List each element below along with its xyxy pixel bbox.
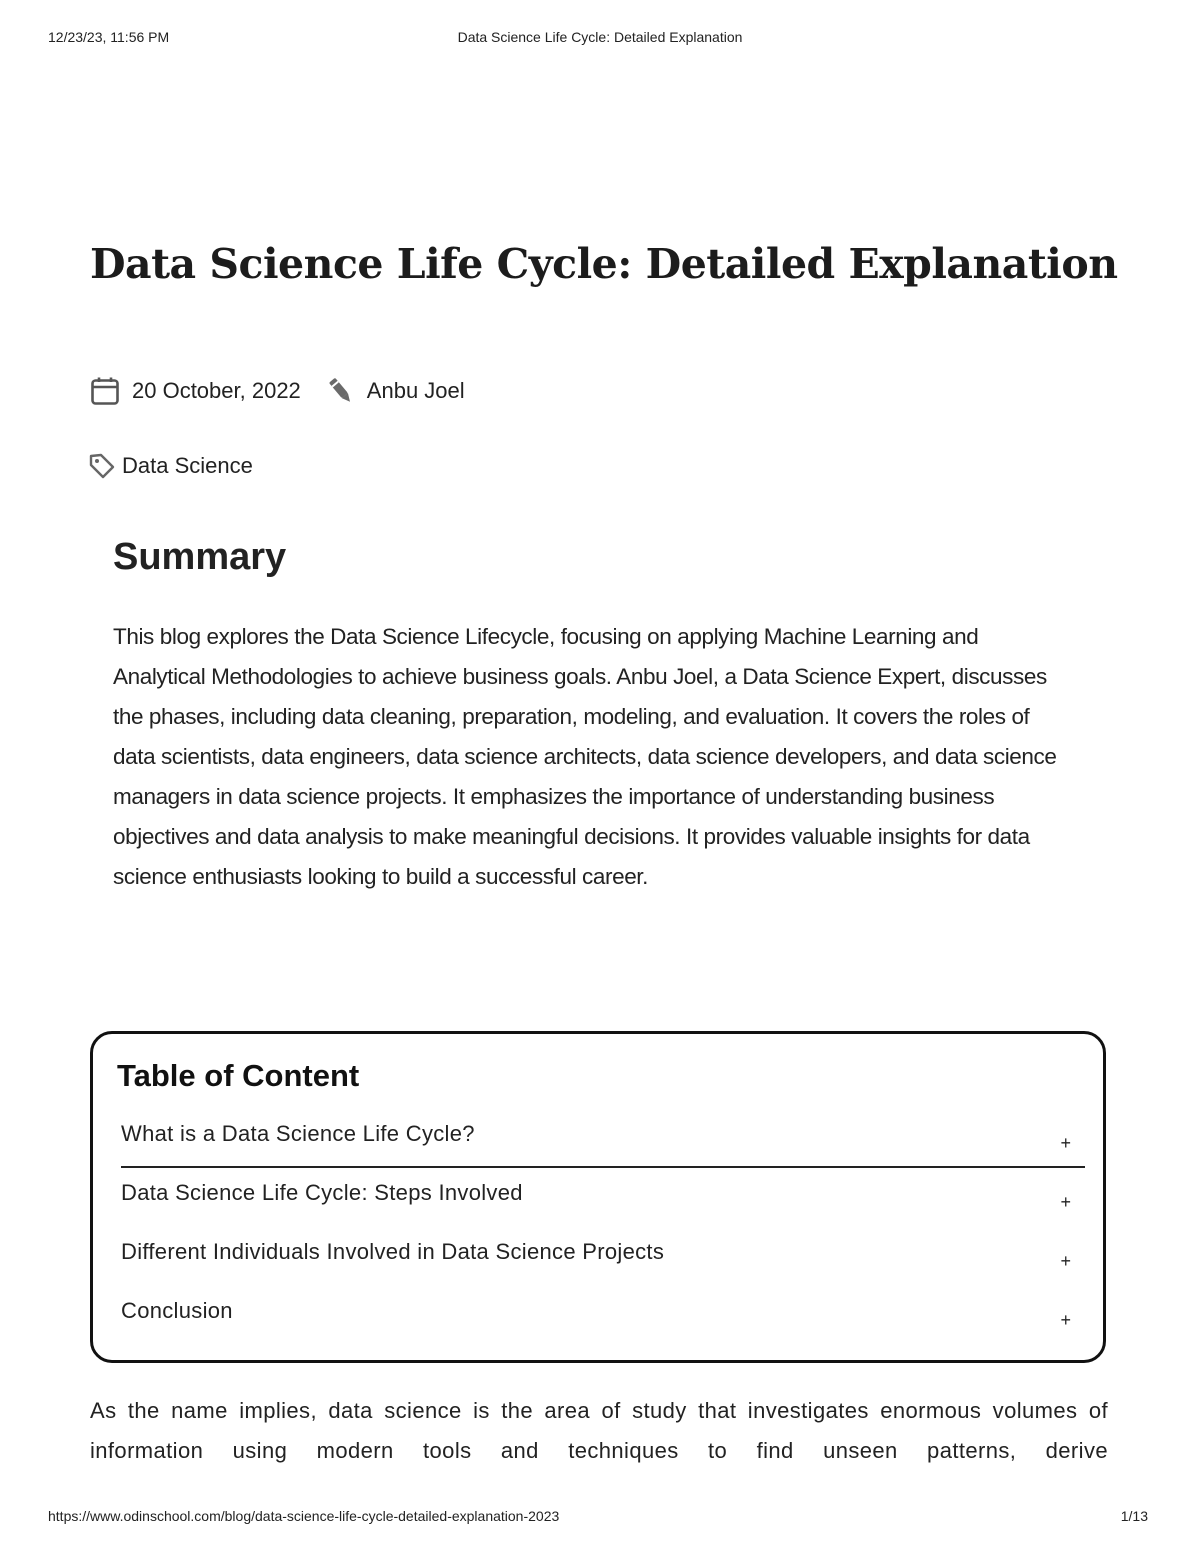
publish-date: 20 October, 2022 bbox=[132, 378, 301, 403]
summary-heading: Summary bbox=[113, 536, 287, 578]
expand-plus-icon[interactable]: + bbox=[1060, 1310, 1071, 1330]
toc-item-label: Different Individuals Involved in Data Science Projects bbox=[121, 1239, 665, 1264]
toc-heading: Table of Content bbox=[117, 1058, 360, 1093]
expand-plus-icon[interactable]: + bbox=[1060, 1192, 1071, 1212]
summary-text: This blog explores the Data Science Lifecycle, focusing on applying Machine Learning and Analytical Methodologies to achieve business goals. Anbu Joel, a Data Science Expert, discusses the phases, including data cleaning, preparation, modeling, and evaluation. It covers the roles of data scientists, data engineers, data science architects, data science developers, and data science managers in data science projects. It emphasizes the importance of understanding business objectives and data analysis to make meaningful decisions. It provides valuable insights for data science enthusiasts looking to build a successful career. bbox=[113, 624, 1057, 889]
print-doc-title: Data Science Life Cycle: Detailed Explanation bbox=[457, 29, 743, 45]
article-tags bbox=[88, 452, 253, 480]
toc-item-label: Conclusion bbox=[121, 1298, 233, 1323]
toc-item-individuals[interactable] bbox=[121, 1239, 1085, 1283]
calendar-icon bbox=[90, 376, 120, 406]
tag-icon bbox=[88, 452, 116, 480]
article-title: Data Science Life Cycle: Detailed Explanation bbox=[90, 240, 1118, 288]
author-name[interactable]: Anbu Joel bbox=[366, 378, 465, 403]
toc-divider bbox=[121, 1166, 1085, 1168]
print-page-number: 1/13 bbox=[1120, 1508, 1148, 1524]
print-url: https://www.odinschool.com/blog/data-science-life-cycle-detailed-explanation-2023 bbox=[48, 1508, 560, 1524]
article-meta bbox=[90, 375, 465, 407]
print-datetime: 12/23/23, 11:56 PM bbox=[48, 29, 170, 45]
toc-item-label: Data Science Life Cycle: Steps Involved bbox=[121, 1180, 523, 1205]
tag-data-science[interactable]: Data Science bbox=[122, 453, 253, 478]
toc-item-steps[interactable] bbox=[121, 1180, 1085, 1224]
body-intro-paragraph: As the name implies, data science is the area of study that investigates enormous volumes of information using modern tools and techniques to find unseen patterns, derive bbox=[90, 1398, 1108, 1463]
toc-item-label: What is a Data Science Life Cycle? bbox=[121, 1121, 475, 1146]
expand-plus-icon[interactable]: + bbox=[1060, 1133, 1071, 1153]
toc-item-conclusion[interactable] bbox=[121, 1298, 1085, 1342]
expand-plus-icon[interactable]: + bbox=[1060, 1251, 1071, 1271]
toc-item-what-is[interactable] bbox=[121, 1121, 1085, 1165]
pen-icon bbox=[327, 375, 355, 407]
table-of-content bbox=[90, 1031, 1106, 1363]
